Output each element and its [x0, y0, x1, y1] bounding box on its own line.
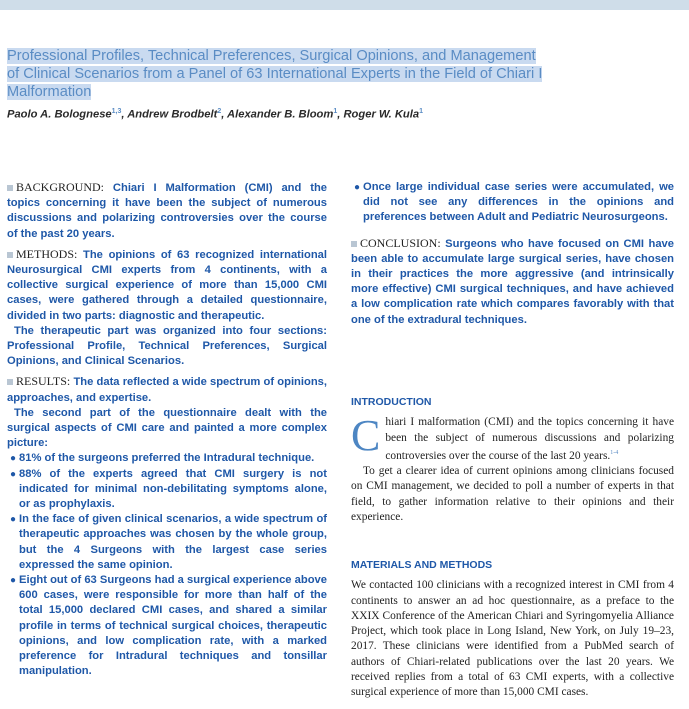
section-marker-icon: [7, 252, 13, 258]
paragraph-text: hiari I malformation (CMI) and the topics concerning it have been the subject of numerous discussions and polarizing controversies over the course of the last 20 years.: [385, 416, 674, 462]
section-text: The opinions of 63 recognized international Neurosurgical CMI experts from 4 continents, with a collective surgical experience of more than 15,000 CMI cases, were gathered through a detailed questionnaire, divided in two parts: diagnostic and therapeutic.: [7, 248, 328, 322]
materials-methods-section: [351, 558, 674, 701]
bullet-icon: ●: [10, 453, 17, 465]
author-affiliation: 1: [419, 108, 423, 115]
right-bullet-list: [351, 180, 674, 226]
section-heading: INTRODUCTION: [351, 396, 432, 408]
bullet-icon: ●: [354, 182, 361, 193]
section-label: METHODS:: [16, 246, 78, 261]
section-text: The data reflected a wide spectrum of opinions, approaches, and expertise.: [7, 376, 327, 404]
bullet-icon: ●: [10, 575, 17, 587]
author-affiliation: 1: [333, 108, 338, 115]
header-band: [0, 0, 689, 10]
intro-paragraph-2: To get a clearer idea of current opinions among clinicians focused on CMI management, we decided to poll a number of experts in that field, to gather information relative to their opinions and their experience.: [351, 464, 674, 523]
intro-paragraph-1: [351, 411, 674, 464]
list-item: [354, 180, 674, 226]
title-line-3: Malformation: [7, 84, 92, 100]
section-text: Chiari I Malformation (CMI) and the topics concerning it have been the subject of numerous discussions and polarizing controversies over the course of the past 20 years.: [7, 182, 328, 240]
section-text: Surgeons who have focused on CMI have been able to accumulate large surgical series, have chosen in their practices the more aggressive (and intrinsically more effective) CMI surgical techniques, and have achieved a low complication rate which compares favorably with that one of the extradural techniques.: [351, 237, 675, 326]
author-affiliation: 2: [217, 108, 222, 115]
results-bullet-list: [7, 451, 327, 679]
introduction-section: [351, 395, 674, 525]
list-item-text: Eight out of 63 Surgeons had a surgical experience above 600 cases, were responsible for more than half of the total 15,000 declared CMI cases, and shared a similar profile in terms of technical surgical choices, therapeutic opinions, and low complication rate, with a marked preference for Intradural techniques and tonsillar manipulation.: [19, 574, 327, 678]
author-list: Paolo A. Bolognese$^{1,3}$, Andrew Brodbelt$^2$, Alexander B. Bloom$^1$, Roger W. Kula$^1$: [7, 108, 423, 121]
section-marker-icon: [7, 185, 13, 191]
abstract-results-continued: The second part of the questionnaire dealt with the surgical aspects of CMI care and painted a more complex picture:: [7, 406, 327, 450]
author-name: Alexander B. Bloom: [227, 108, 334, 121]
list-item-text: 88% of the experts agreed that CMI surgery is not indicated for minimal non-debilitating symptoms alone, or as prophylaxis.: [19, 467, 327, 511]
author-name: Paolo A. Bolognese: [7, 108, 112, 121]
author-name: Roger W. Kula: [343, 108, 420, 121]
abstract-left-column: [7, 180, 327, 680]
section-marker-icon: [7, 379, 13, 385]
list-item: [10, 512, 327, 573]
methods-paragraph-1: We contacted 100 clinicians with a recognized interest in CMI from 4 continents to answer an ad hoc questionnaire, as a preface to the XXIX Conference of the American Chiari and Syringomyelia Alliance Project, which took place in Long Island, New York, on July 19–23, 2017. These clinicians were identified from a PubMed search of authors of Chiari-related publications over the last 20 years. We received replies from a total of 63 CMI experts, with a collective surgical experience of more than 15,000 CMI cases.: [351, 579, 674, 699]
author-affiliation: 1,3: [111, 108, 122, 115]
citation: 1-4: [610, 449, 619, 456]
list-item-text: Once large individual case series were accumulated, we did not see any differences in the opinions and preferences between Adult and Pediatric Neurosurgeons.: [363, 181, 674, 224]
section-marker-icon: [351, 241, 357, 247]
author-name: Andrew Brodbelt: [127, 108, 218, 121]
list-item: [10, 451, 327, 466]
article-title: [7, 47, 647, 101]
title-line-1: Professional Profiles, Technical Preferences, Surgical Opinions, and Management: [7, 48, 536, 64]
section-label: CONCLUSION:: [360, 235, 441, 250]
drop-cap: C: [351, 411, 381, 461]
section-label: RESULTS:: [16, 374, 71, 389]
abstract-right-column: [351, 180, 674, 328]
abstract-results: [7, 374, 327, 405]
section-heading: MATERIALS AND METHODS: [351, 559, 493, 571]
section-label: BACKGROUND:: [16, 180, 105, 194]
list-item: [10, 573, 327, 679]
list-item-text: In the face of given clinical scenarios, a wide spectrum of therapeutic approaches was chosen by the whole group, but the 4 Surgeons with the largest case series expressed the same opinion.: [19, 513, 327, 571]
abstract-conclusion: [351, 236, 674, 328]
list-item-text: 81% of the surgeons preferred the Intradural technique.: [19, 452, 315, 465]
title-line-2: of Clinical Scenarios from a Panel of 63 International Experts in the Field of Chiari I: [7, 66, 543, 82]
bullet-icon: ●: [10, 468, 17, 480]
abstract-methods-continued: The therapeutic part was organized into four sections: Professional Profile, Technical Preferences, Surgical Opinions, and Clinical Scenarios.: [7, 324, 327, 368]
bullet-icon: ●: [10, 514, 17, 526]
list-item: [10, 467, 327, 513]
abstract-methods: [7, 247, 327, 324]
abstract-background: [7, 180, 327, 242]
